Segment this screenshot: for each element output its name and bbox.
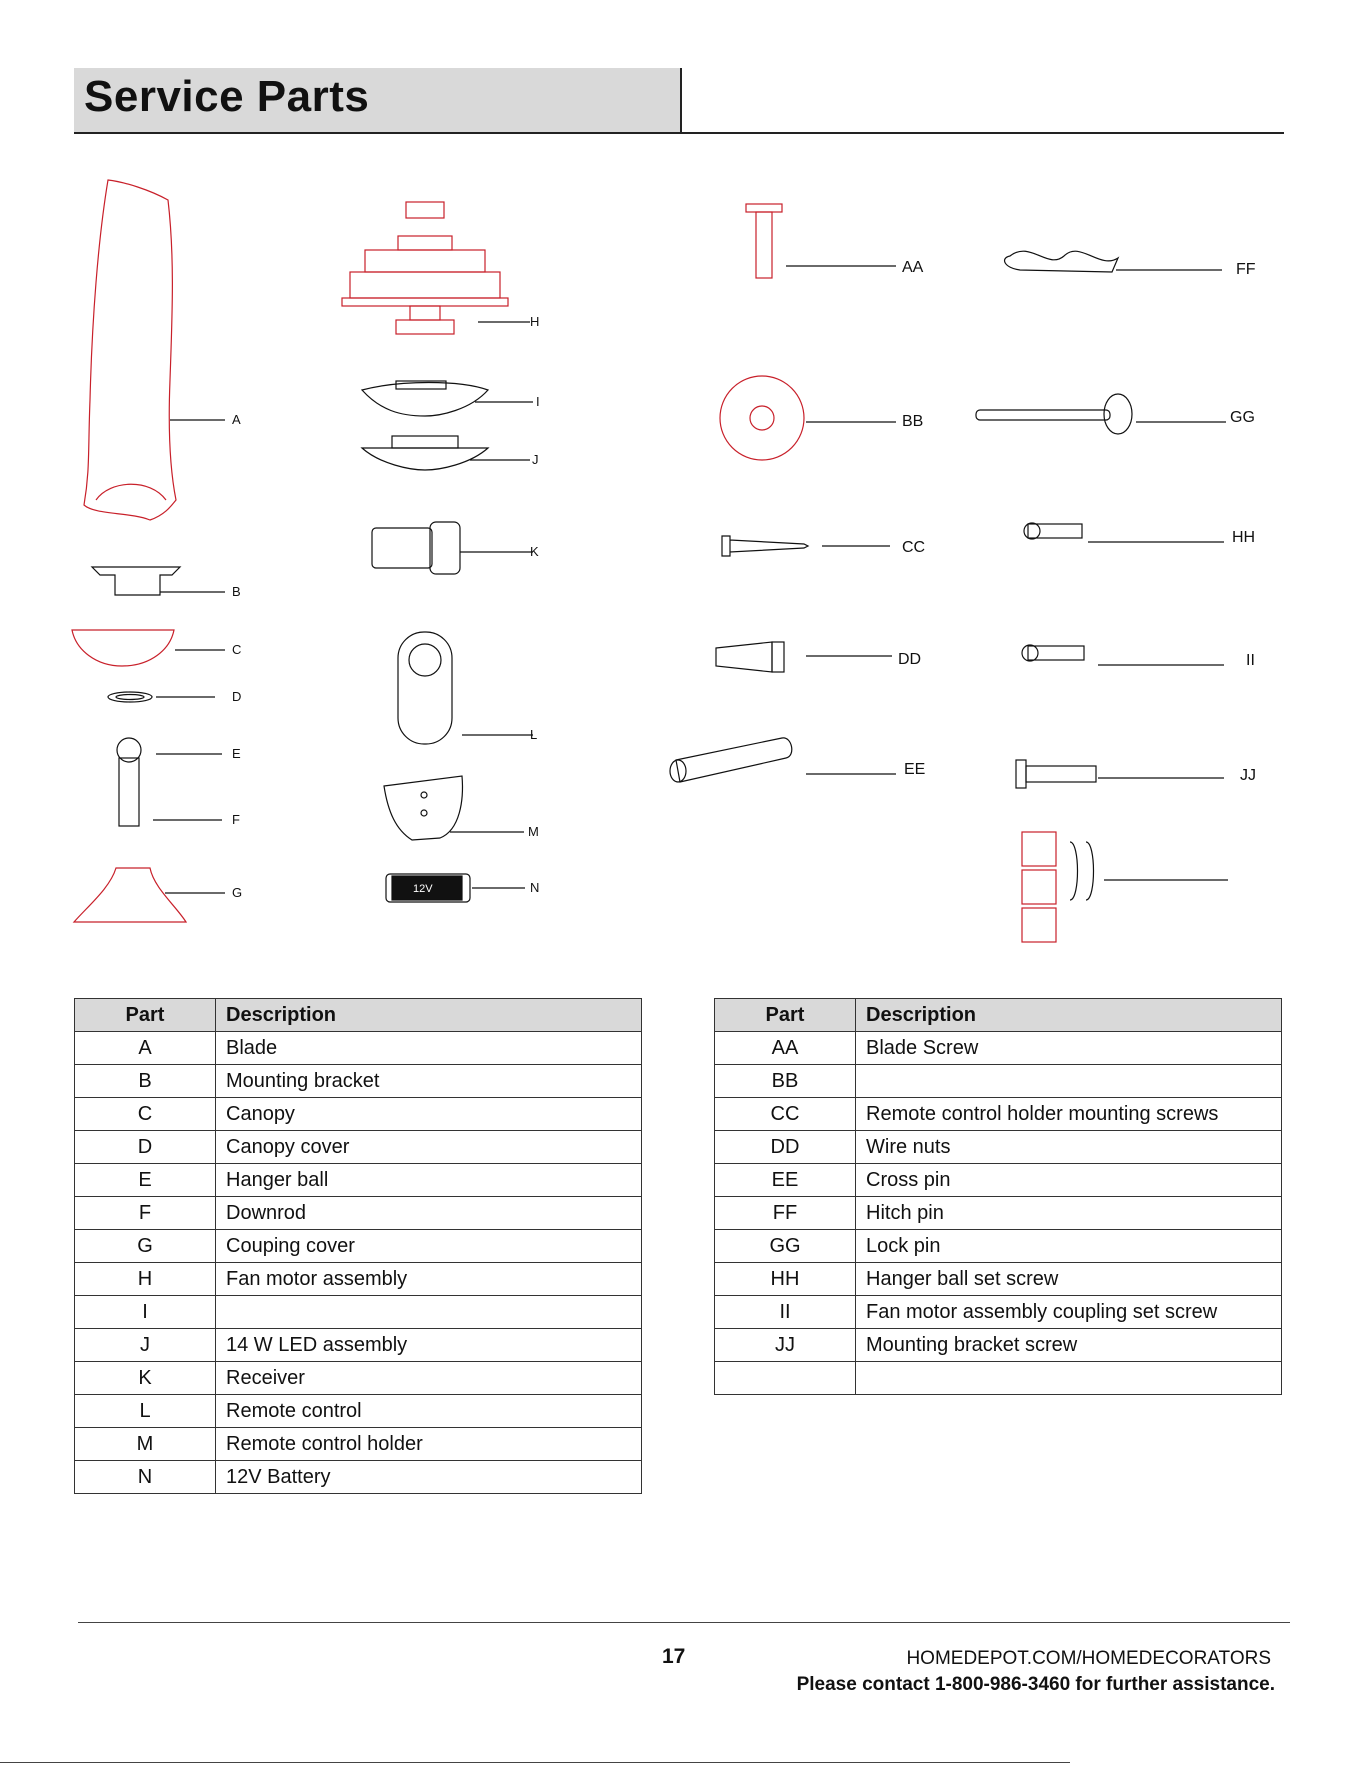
- bottom-divider: [0, 1762, 1070, 1763]
- label-gg: GG: [1230, 409, 1255, 426]
- mounting-bracket-illustration: [92, 567, 180, 595]
- part-code: M: [75, 1428, 216, 1461]
- table-row: [75, 1032, 642, 1065]
- part-code: GG: [715, 1230, 856, 1263]
- downrod-illustration: [119, 758, 139, 826]
- label-h: H: [530, 314, 540, 329]
- header-description: Description: [856, 999, 1282, 1032]
- parts-diagram: [0, 150, 1355, 970]
- table-row: [715, 1065, 1282, 1098]
- part-description: Canopy cover: [216, 1131, 642, 1164]
- part-description: Hanger ball: [216, 1164, 642, 1197]
- label-l: L: [530, 727, 538, 742]
- part-description: Cross pin: [856, 1164, 1282, 1197]
- table-row: [715, 1329, 1282, 1362]
- part-code: FF: [715, 1197, 856, 1230]
- part-code: II: [715, 1296, 856, 1329]
- part-description: Hitch pin: [856, 1197, 1282, 1230]
- part-description: Remote control holder mounting screws: [856, 1098, 1282, 1131]
- table-row: [715, 1098, 1282, 1131]
- part-code: HH: [715, 1263, 856, 1296]
- header-part: Part: [75, 999, 216, 1032]
- receiver-illustration: [372, 528, 432, 568]
- table-row: [75, 1197, 642, 1230]
- table-row: [715, 1032, 1282, 1065]
- part-description: Canopy: [216, 1098, 642, 1131]
- part-code: J: [75, 1329, 216, 1362]
- section-header: [74, 68, 682, 132]
- part-description: Hanger ball set screw: [856, 1263, 1282, 1296]
- blade-illustration: [84, 180, 176, 520]
- footer-divider: [78, 1622, 1290, 1623]
- contact-info: Please contact 1-800-986-3460 for further assistance.: [796, 1674, 1275, 1695]
- part-description: Mounting bracket: [216, 1065, 642, 1098]
- part-code: D: [75, 1131, 216, 1164]
- table-row: [75, 1362, 642, 1395]
- label-j: J: [532, 452, 539, 467]
- spare-parts-illustration: [1022, 832, 1056, 942]
- part-code: L: [75, 1395, 216, 1428]
- part-code: DD: [715, 1131, 856, 1164]
- header-divider: [74, 132, 1284, 134]
- table-row: [75, 1230, 642, 1263]
- label-m: M: [528, 824, 539, 839]
- label-hh: HH: [1232, 529, 1256, 546]
- label-g: G: [232, 885, 243, 900]
- part-description: [856, 1362, 1282, 1395]
- parts-table-right: [714, 998, 1282, 1395]
- part-code: BB: [715, 1065, 856, 1098]
- blade-screw-illustration: [746, 204, 782, 212]
- holder-screw-illustration: [722, 536, 808, 556]
- table-row: [75, 1065, 642, 1098]
- table-row: [715, 1296, 1282, 1329]
- part-description: 14 W LED assembly: [216, 1329, 642, 1362]
- canopy-cover-illustration: [108, 692, 152, 702]
- part-description: [216, 1296, 642, 1329]
- parts-table-left: [74, 998, 642, 1494]
- led-assembly-illustration: [362, 448, 488, 470]
- part-code: G: [75, 1230, 216, 1263]
- label-bb: BB: [902, 413, 924, 430]
- part-description: Remote control: [216, 1395, 642, 1428]
- part-code: [715, 1362, 856, 1395]
- part-code: EE: [715, 1164, 856, 1197]
- part-code: A: [75, 1032, 216, 1065]
- part-description: Fan motor assembly: [216, 1263, 642, 1296]
- coupling-cover-illustration: [74, 868, 186, 922]
- part-description: Downrod: [216, 1197, 642, 1230]
- part-code: JJ: [715, 1329, 856, 1362]
- part-i-illustration: [362, 383, 488, 417]
- table-row: [715, 1131, 1282, 1164]
- hitch-pin-illustration: [1005, 251, 1118, 272]
- battery-label: 12V: [413, 883, 433, 895]
- bracket-screw-illustration: [1016, 760, 1026, 788]
- part-code: AA: [715, 1032, 856, 1065]
- canopy-illustration: [72, 630, 174, 666]
- lock-pin-illustration: [976, 410, 1110, 420]
- label-jj: JJ: [1240, 767, 1256, 784]
- part-description: Receiver: [216, 1362, 642, 1395]
- wire-nut-illustration: [716, 642, 772, 672]
- page-number: 17: [662, 1645, 686, 1668]
- table-row: [75, 1329, 642, 1362]
- label-d: D: [232, 689, 242, 704]
- label-a: A: [232, 412, 241, 427]
- cross-pin-illustration: [676, 738, 792, 782]
- label-f: F: [232, 812, 240, 827]
- part-description: Lock pin: [856, 1230, 1282, 1263]
- part-code: E: [75, 1164, 216, 1197]
- label-ff: FF: [1236, 261, 1256, 278]
- label-dd: DD: [898, 651, 922, 668]
- part-description: Mounting bracket screw: [856, 1329, 1282, 1362]
- part-description: Blade: [216, 1032, 642, 1065]
- label-i: I: [536, 394, 540, 409]
- label-e: E: [232, 746, 241, 761]
- page-title: Service Parts: [84, 72, 370, 121]
- website-link[interactable]: HOMEDEPOT.COM/HOMEDECORATORS: [906, 1648, 1271, 1669]
- label-n: N: [530, 880, 540, 895]
- part-description: [856, 1065, 1282, 1098]
- label-ii: II: [1246, 652, 1255, 669]
- part-code: C: [75, 1098, 216, 1131]
- label-ee: EE: [904, 761, 926, 778]
- remote-holder-illustration: [384, 776, 462, 840]
- set-screw-illustration: [1028, 524, 1082, 538]
- part-code: N: [75, 1461, 216, 1494]
- header-description: Description: [216, 999, 642, 1032]
- table-row: [715, 1362, 1282, 1395]
- part-description: 12V Battery: [216, 1461, 642, 1494]
- table-row: [75, 1296, 642, 1329]
- label-k: K: [530, 544, 539, 559]
- label-aa: AA: [902, 259, 924, 276]
- part-code: CC: [715, 1098, 856, 1131]
- table-row: [75, 1263, 642, 1296]
- table-row: [75, 1164, 642, 1197]
- washer-illustration: [720, 376, 804, 460]
- part-code: B: [75, 1065, 216, 1098]
- table-row: [715, 1197, 1282, 1230]
- part-description: Blade Screw: [856, 1032, 1282, 1065]
- fan-motor-illustration: [342, 202, 508, 334]
- part-code: I: [75, 1296, 216, 1329]
- part-description: Fan motor assembly coupling set screw: [856, 1296, 1282, 1329]
- table-row: [75, 1098, 642, 1131]
- table-row: [75, 1428, 642, 1461]
- label-c: C: [232, 642, 242, 657]
- part-description: Wire nuts: [856, 1131, 1282, 1164]
- part-code: H: [75, 1263, 216, 1296]
- table-row: [715, 1164, 1282, 1197]
- header-part: Part: [715, 999, 856, 1032]
- label-b: B: [232, 584, 241, 599]
- table-row: [75, 1131, 642, 1164]
- part-description: Couping cover: [216, 1230, 642, 1263]
- table-row: [75, 1461, 642, 1494]
- label-cc: CC: [902, 539, 926, 556]
- remote-control-illustration: [398, 632, 452, 744]
- table-row: [75, 1395, 642, 1428]
- part-description: Remote control holder: [216, 1428, 642, 1461]
- table-row: [715, 1263, 1282, 1296]
- part-code: F: [75, 1197, 216, 1230]
- table-row: [715, 1230, 1282, 1263]
- part-code: K: [75, 1362, 216, 1395]
